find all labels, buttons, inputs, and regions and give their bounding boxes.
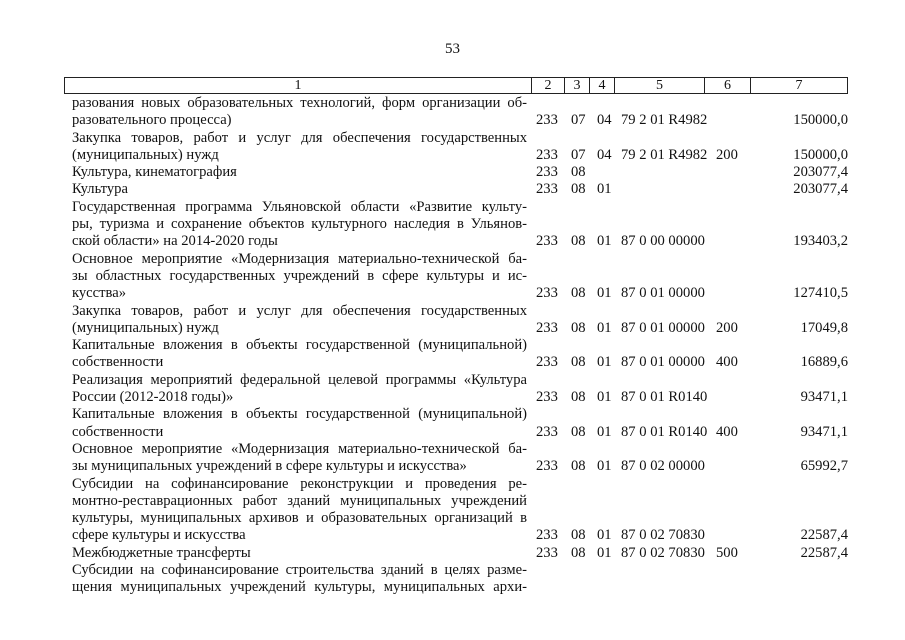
table-row [0, 406, 905, 441]
row-codes [0, 389, 905, 406]
description-line: России (2012-2018 годы)» [72, 389, 234, 406]
subsection-code: 01 [597, 389, 612, 406]
amount: 203077,4 [793, 181, 848, 198]
description-line: Культура [72, 181, 128, 198]
table-row [0, 337, 905, 372]
table-row [0, 181, 905, 198]
row-codes [0, 579, 905, 596]
description-line: (муниципальных) нужд [72, 146, 219, 163]
subsection-code: 01 [597, 544, 612, 561]
section-code: 08 [571, 354, 586, 371]
admin-code: 233 [536, 354, 558, 371]
description-line: Субсидии на софинансирование реконструкции и проведения ре- [72, 475, 527, 492]
amount: 93471,1 [800, 389, 848, 406]
amount: 203077,4 [793, 164, 848, 181]
table-row [0, 95, 905, 130]
admin-code: 233 [536, 233, 558, 250]
row-codes [0, 354, 905, 371]
description-line: зы муниципальных учреждений в сфере культуры и искусства» [72, 458, 467, 475]
description-line: Основное мероприятие «Модернизация материально-технической ба- [72, 440, 527, 457]
description-line: Основное мероприятие «Модернизация материально-технической ба- [72, 250, 527, 267]
section-code: 08 [571, 389, 586, 406]
section-code: 08 [571, 181, 586, 198]
row-codes [0, 527, 905, 544]
admin-code: 233 [536, 389, 558, 406]
admin-code: 233 [536, 112, 558, 129]
amount: 93471,1 [800, 423, 848, 440]
row-codes [0, 164, 905, 181]
subsection-code: 01 [597, 319, 612, 336]
table-row [0, 372, 905, 407]
header-col-2: 2 [532, 78, 565, 93]
admin-code: 233 [536, 527, 558, 544]
header-col-3: 3 [565, 78, 590, 93]
subsection-code: 01 [597, 354, 612, 371]
amount: 16889,6 [800, 354, 848, 371]
section-code: 08 [571, 527, 586, 544]
description-line: монтно-реставрационных работ зданий муниципальных учреждений [72, 492, 527, 509]
admin-code: 233 [536, 164, 558, 181]
section-code: 08 [571, 423, 586, 440]
table-row [0, 441, 905, 476]
target-article-code: 87 0 02 00000 [621, 458, 705, 475]
section-code: 08 [571, 544, 586, 561]
amount: 65992,7 [800, 458, 848, 475]
amount: 22587,4 [800, 544, 848, 561]
expense-type-code: 400 [716, 354, 738, 371]
row-codes [0, 181, 905, 198]
table-row [0, 476, 905, 545]
table-body [0, 95, 905, 597]
admin-code: 233 [536, 146, 558, 163]
description-line: щения муниципальных учреждений культуры, муниципальных архи- [72, 579, 527, 596]
table-row [0, 545, 905, 562]
description-line: Капитальные вложения в объекты государственной (муниципальной) [72, 337, 527, 354]
expense-type-code: 400 [716, 423, 738, 440]
page-number: 53 [445, 41, 460, 57]
amount: 22587,4 [800, 527, 848, 544]
header-col-5: 5 [615, 78, 705, 93]
table-row [0, 130, 905, 165]
admin-code: 233 [536, 544, 558, 561]
row-codes [0, 545, 905, 562]
target-article-code: 87 0 02 70830 [621, 544, 705, 561]
subsection-code: 01 [597, 285, 612, 302]
target-article-code: 87 0 00 00000 [621, 233, 705, 250]
description-line: культуры, муниципальных архивов и образовательных организаций в [72, 510, 527, 527]
header-col-7: 7 [795, 78, 803, 93]
section-code: 08 [571, 233, 586, 250]
target-article-code: 79 2 01 R4982 [621, 146, 708, 163]
amount: 150000,0 [793, 112, 848, 129]
table-row [0, 251, 905, 303]
target-article-code: 79 2 01 R4982 [621, 112, 708, 129]
table-header [64, 77, 848, 94]
target-article-code: 87 0 01 R0140 [621, 423, 708, 440]
subsection-code: 01 [597, 233, 612, 250]
target-article-code: 87 0 01 00000 [621, 285, 705, 302]
amount: 17049,8 [800, 319, 848, 336]
description-line: Межбюджетные трансферты [72, 544, 251, 561]
amount: 150000,0 [793, 146, 848, 163]
header-col-1: 1 [65, 78, 532, 93]
expense-type-code: 500 [716, 544, 738, 561]
row-codes [0, 285, 905, 302]
section-code: 08 [571, 164, 586, 181]
description-line: (муниципальных) нужд [72, 319, 219, 336]
row-codes [0, 424, 905, 441]
row-codes [0, 458, 905, 475]
description-line: ры, туризма и сохранение объектов культурного наследия в Ульянов- [72, 216, 527, 233]
target-article-code: 87 0 01 00000 [621, 319, 705, 336]
row-codes [0, 112, 905, 129]
amount: 127410,5 [793, 285, 848, 302]
subsection-code: 04 [597, 146, 612, 163]
row-codes [0, 233, 905, 250]
table-row [0, 164, 905, 181]
description-line: сфере культуры и искусства [72, 527, 246, 544]
subsection-code: 01 [597, 181, 612, 198]
row-codes [0, 147, 905, 164]
target-article-code: 87 0 01 R0140 [621, 389, 708, 406]
table-row [0, 303, 905, 338]
section-code: 08 [571, 285, 586, 302]
description-line: кусства» [72, 285, 126, 302]
row-codes [0, 320, 905, 337]
description-line: Реализация мероприятий федеральной целевой программы «Культура [72, 371, 527, 388]
description-line: Государственная программа Ульяновской области «Развитие культу- [72, 198, 527, 215]
header-col-6: 6 [705, 78, 751, 93]
subsection-code: 01 [597, 458, 612, 475]
admin-code: 233 [536, 181, 558, 198]
section-code: 08 [571, 458, 586, 475]
section-code: 07 [571, 112, 586, 129]
description-line: Закупка товаров, работ и услуг для обеспечения государственных [72, 129, 527, 146]
description-line: Капитальные вложения в объекты государственной (муниципальной) [72, 406, 527, 423]
description-line: Закупка товаров, работ и услуг для обеспечения государственных [72, 302, 527, 319]
section-code: 07 [571, 146, 586, 163]
admin-code: 233 [536, 319, 558, 336]
description-line: ской области» на 2014-2020 годы [72, 233, 278, 250]
header-col-4: 4 [590, 78, 615, 93]
admin-code: 233 [536, 458, 558, 475]
description-line: разования новых образовательных технологий, форм организации об- [72, 95, 527, 111]
description-line: зы областных государственных учреждений в сфере культуры и ис- [72, 267, 527, 284]
description-line: Субсидии на софинансирование строительства зданий в целях разме- [72, 562, 527, 579]
description-line: разовательного процесса) [72, 112, 232, 129]
target-article-code: 87 0 01 00000 [621, 354, 705, 371]
subsection-code: 04 [597, 112, 612, 129]
table-row [0, 199, 905, 251]
target-article-code: 87 0 02 70830 [621, 527, 705, 544]
section-code: 08 [571, 319, 586, 336]
admin-code: 233 [536, 285, 558, 302]
table-row [0, 562, 905, 597]
subsection-code: 01 [597, 527, 612, 544]
amount: 193403,2 [793, 233, 848, 250]
expense-type-code: 200 [716, 146, 738, 163]
description-line: собственности [72, 423, 164, 440]
subsection-code: 01 [597, 423, 612, 440]
admin-code: 233 [536, 423, 558, 440]
description-line: Культура, кинематография [72, 164, 237, 181]
description-line: собственности [72, 354, 164, 371]
expense-type-code: 200 [716, 319, 738, 336]
